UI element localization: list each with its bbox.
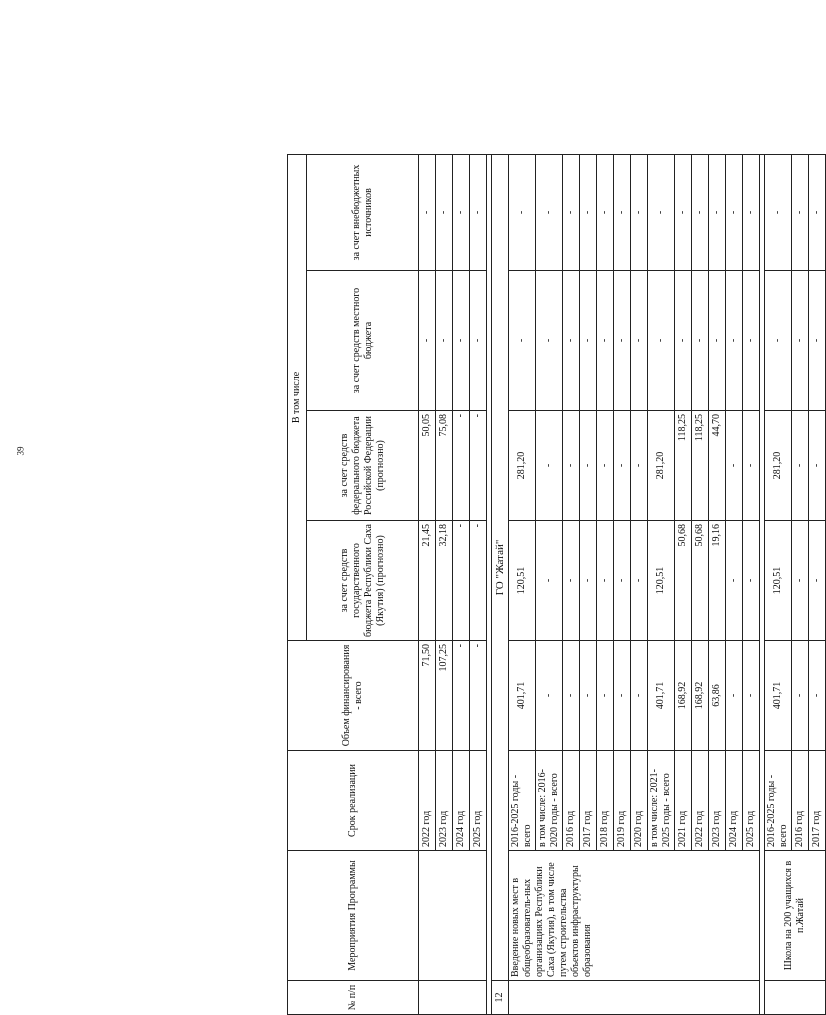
local-cell: - [536, 271, 563, 411]
total-cell: 107,25 [436, 641, 453, 751]
total-cell: - [743, 641, 760, 751]
header-local: за счет средств местного бюджета [307, 271, 419, 411]
federal-cell: - [726, 411, 743, 521]
federal-cell: - [597, 411, 614, 521]
total-cell: - [631, 641, 648, 751]
period-cell: 2024 год [453, 751, 470, 851]
header-event: Мероприятия Программы [288, 851, 419, 981]
total-cell: - [792, 641, 809, 751]
state-cell: - [809, 521, 826, 641]
extra-cell: - [648, 154, 675, 270]
cont-num-cell [419, 981, 487, 1015]
event1-num-cell [509, 981, 760, 1015]
federal-cell: - [470, 411, 487, 521]
local-cell: - [470, 271, 487, 411]
federal-cell: 50,05 [419, 411, 436, 521]
extra-cell: - [614, 154, 631, 270]
header-including: В том числе [288, 154, 307, 640]
event2-name: Школа на 200 учащихся в п.Жатай [765, 851, 826, 981]
state-cell: 50,68 [675, 521, 692, 641]
local-cell: - [792, 271, 809, 411]
state-cell: 120,51 [648, 521, 675, 641]
federal-cell: - [792, 411, 809, 521]
period-cell: 2023 год [436, 751, 453, 851]
period-cell: 2025 год [743, 751, 760, 851]
header-federal: за счет средств федерального бюджета Российской Федерации (прогнозно) [307, 411, 419, 521]
federal-cell: - [614, 411, 631, 521]
local-cell: - [509, 271, 536, 411]
total-cell: - [580, 641, 597, 751]
period-cell: 2016 год [563, 751, 580, 851]
total-cell: 63,86 [709, 641, 726, 751]
federal-cell: - [536, 411, 563, 521]
total-cell: - [536, 641, 563, 751]
federal-cell: 118,25 [692, 411, 709, 521]
state-cell: 120,51 [765, 521, 792, 641]
rotated-table-container [287, 155, 822, 1015]
local-cell: - [597, 271, 614, 411]
period-cell: 2019 год [614, 751, 631, 851]
header-num: № п/п [288, 981, 419, 1015]
local-cell: - [453, 271, 470, 411]
total-cell: 71,50 [419, 641, 436, 751]
total-cell: 401,71 [648, 641, 675, 751]
federal-cell: - [809, 411, 826, 521]
state-cell: - [614, 521, 631, 641]
state-cell: - [597, 521, 614, 641]
total-cell: 401,71 [509, 641, 536, 751]
state-cell: 32,18 [436, 521, 453, 641]
local-cell: - [743, 271, 760, 411]
period-cell: 2018 год [597, 751, 614, 851]
state-cell: 21,45 [419, 521, 436, 641]
federal-cell: 44,70 [709, 411, 726, 521]
extra-cell: - [709, 154, 726, 270]
period-cell: 2016-2025 годы - всего [765, 751, 792, 851]
period-cell: в том числе: 2021-2025 годы - всего [648, 751, 675, 851]
state-cell: - [563, 521, 580, 641]
local-cell: - [726, 271, 743, 411]
state-cell: - [631, 521, 648, 641]
extra-cell: - [470, 154, 487, 270]
cont-event-cell [419, 851, 487, 981]
total-cell: - [614, 641, 631, 751]
local-cell: - [692, 271, 709, 411]
period-cell: 2016 год [792, 751, 809, 851]
local-cell: - [648, 271, 675, 411]
federal-cell: - [631, 411, 648, 521]
local-cell: - [436, 271, 453, 411]
local-cell: - [809, 271, 826, 411]
total-cell: - [563, 641, 580, 751]
state-cell: - [470, 521, 487, 641]
state-cell: 50,68 [692, 521, 709, 641]
federal-cell: 75,08 [436, 411, 453, 521]
period-cell: в том числе: 2016-2020 годы - всего [536, 751, 563, 851]
total-cell: - [809, 641, 826, 751]
event2-num-cell [765, 981, 826, 1015]
extra-cell: - [580, 154, 597, 270]
local-cell: - [675, 271, 692, 411]
total-cell: - [453, 641, 470, 751]
header-extra: за счет внебюджетных источников [307, 154, 419, 270]
local-cell: - [614, 271, 631, 411]
local-cell: - [709, 271, 726, 411]
extra-cell: - [675, 154, 692, 270]
page-number: 39 [15, 446, 26, 456]
state-cell: - [726, 521, 743, 641]
period-cell: 2023 год [709, 751, 726, 851]
total-cell: 168,92 [692, 641, 709, 751]
local-cell: - [631, 271, 648, 411]
extra-cell: - [726, 154, 743, 270]
federal-cell: 281,20 [765, 411, 792, 521]
extra-cell: - [631, 154, 648, 270]
federal-cell: - [580, 411, 597, 521]
extra-cell: - [563, 154, 580, 270]
extra-cell: - [692, 154, 709, 270]
period-cell: 2020 год [631, 751, 648, 851]
extra-cell: - [743, 154, 760, 270]
federal-cell: - [453, 411, 470, 521]
federal-cell: - [743, 411, 760, 521]
federal-cell: - [563, 411, 580, 521]
header-total: Объем финансирования - всего [288, 641, 419, 751]
extra-cell: - [809, 154, 826, 270]
total-cell: - [726, 641, 743, 751]
extra-cell: - [765, 154, 792, 270]
extra-cell: - [536, 154, 563, 270]
local-cell: - [765, 271, 792, 411]
local-cell: - [580, 271, 597, 411]
state-cell: 120,51 [509, 521, 536, 641]
extra-cell: - [436, 154, 453, 270]
state-cell: - [792, 521, 809, 641]
state-cell: - [743, 521, 760, 641]
federal-cell: 118,25 [675, 411, 692, 521]
period-cell: 2022 год [419, 751, 436, 851]
extra-cell: - [792, 154, 809, 270]
state-cell: - [580, 521, 597, 641]
total-cell: 401,71 [765, 641, 792, 751]
total-cell: 168,92 [675, 641, 692, 751]
local-cell: - [419, 271, 436, 411]
extra-cell: - [509, 154, 536, 270]
total-cell: - [470, 641, 487, 751]
header-state: за счет средств государственного бюджета Республики Саха (Якутия) (прогнозно) [307, 521, 419, 641]
federal-cell: 281,20 [648, 411, 675, 521]
extra-cell: - [453, 154, 470, 270]
local-cell: - [563, 271, 580, 411]
financing-table [287, 154, 826, 1015]
period-cell: 2017 год [580, 751, 597, 851]
section-title: ГО "Жатай" [492, 154, 509, 980]
total-cell: - [597, 641, 614, 751]
extra-cell: - [597, 154, 614, 270]
period-cell: 2024 год [726, 751, 743, 851]
header-period: Срок реализации [288, 751, 419, 851]
state-cell: 19,16 [709, 521, 726, 641]
federal-cell: 281,20 [509, 411, 536, 521]
period-cell: 2016-2025 годы - всего [509, 751, 536, 851]
section-number: 12 [492, 981, 509, 1015]
state-cell: - [453, 521, 470, 641]
state-cell: - [536, 521, 563, 641]
extra-cell: - [419, 154, 436, 270]
period-cell: 2022 год [692, 751, 709, 851]
event1-name: Введение новых мест в общеобразователь-ных организациях Республики Саха (Якутия), в том числе путем строительства объектов инфраструктуры образования [509, 851, 760, 981]
period-cell: 2025 год [470, 751, 487, 851]
period-cell: 2021 год [675, 751, 692, 851]
period-cell: 2017 год [809, 751, 826, 851]
